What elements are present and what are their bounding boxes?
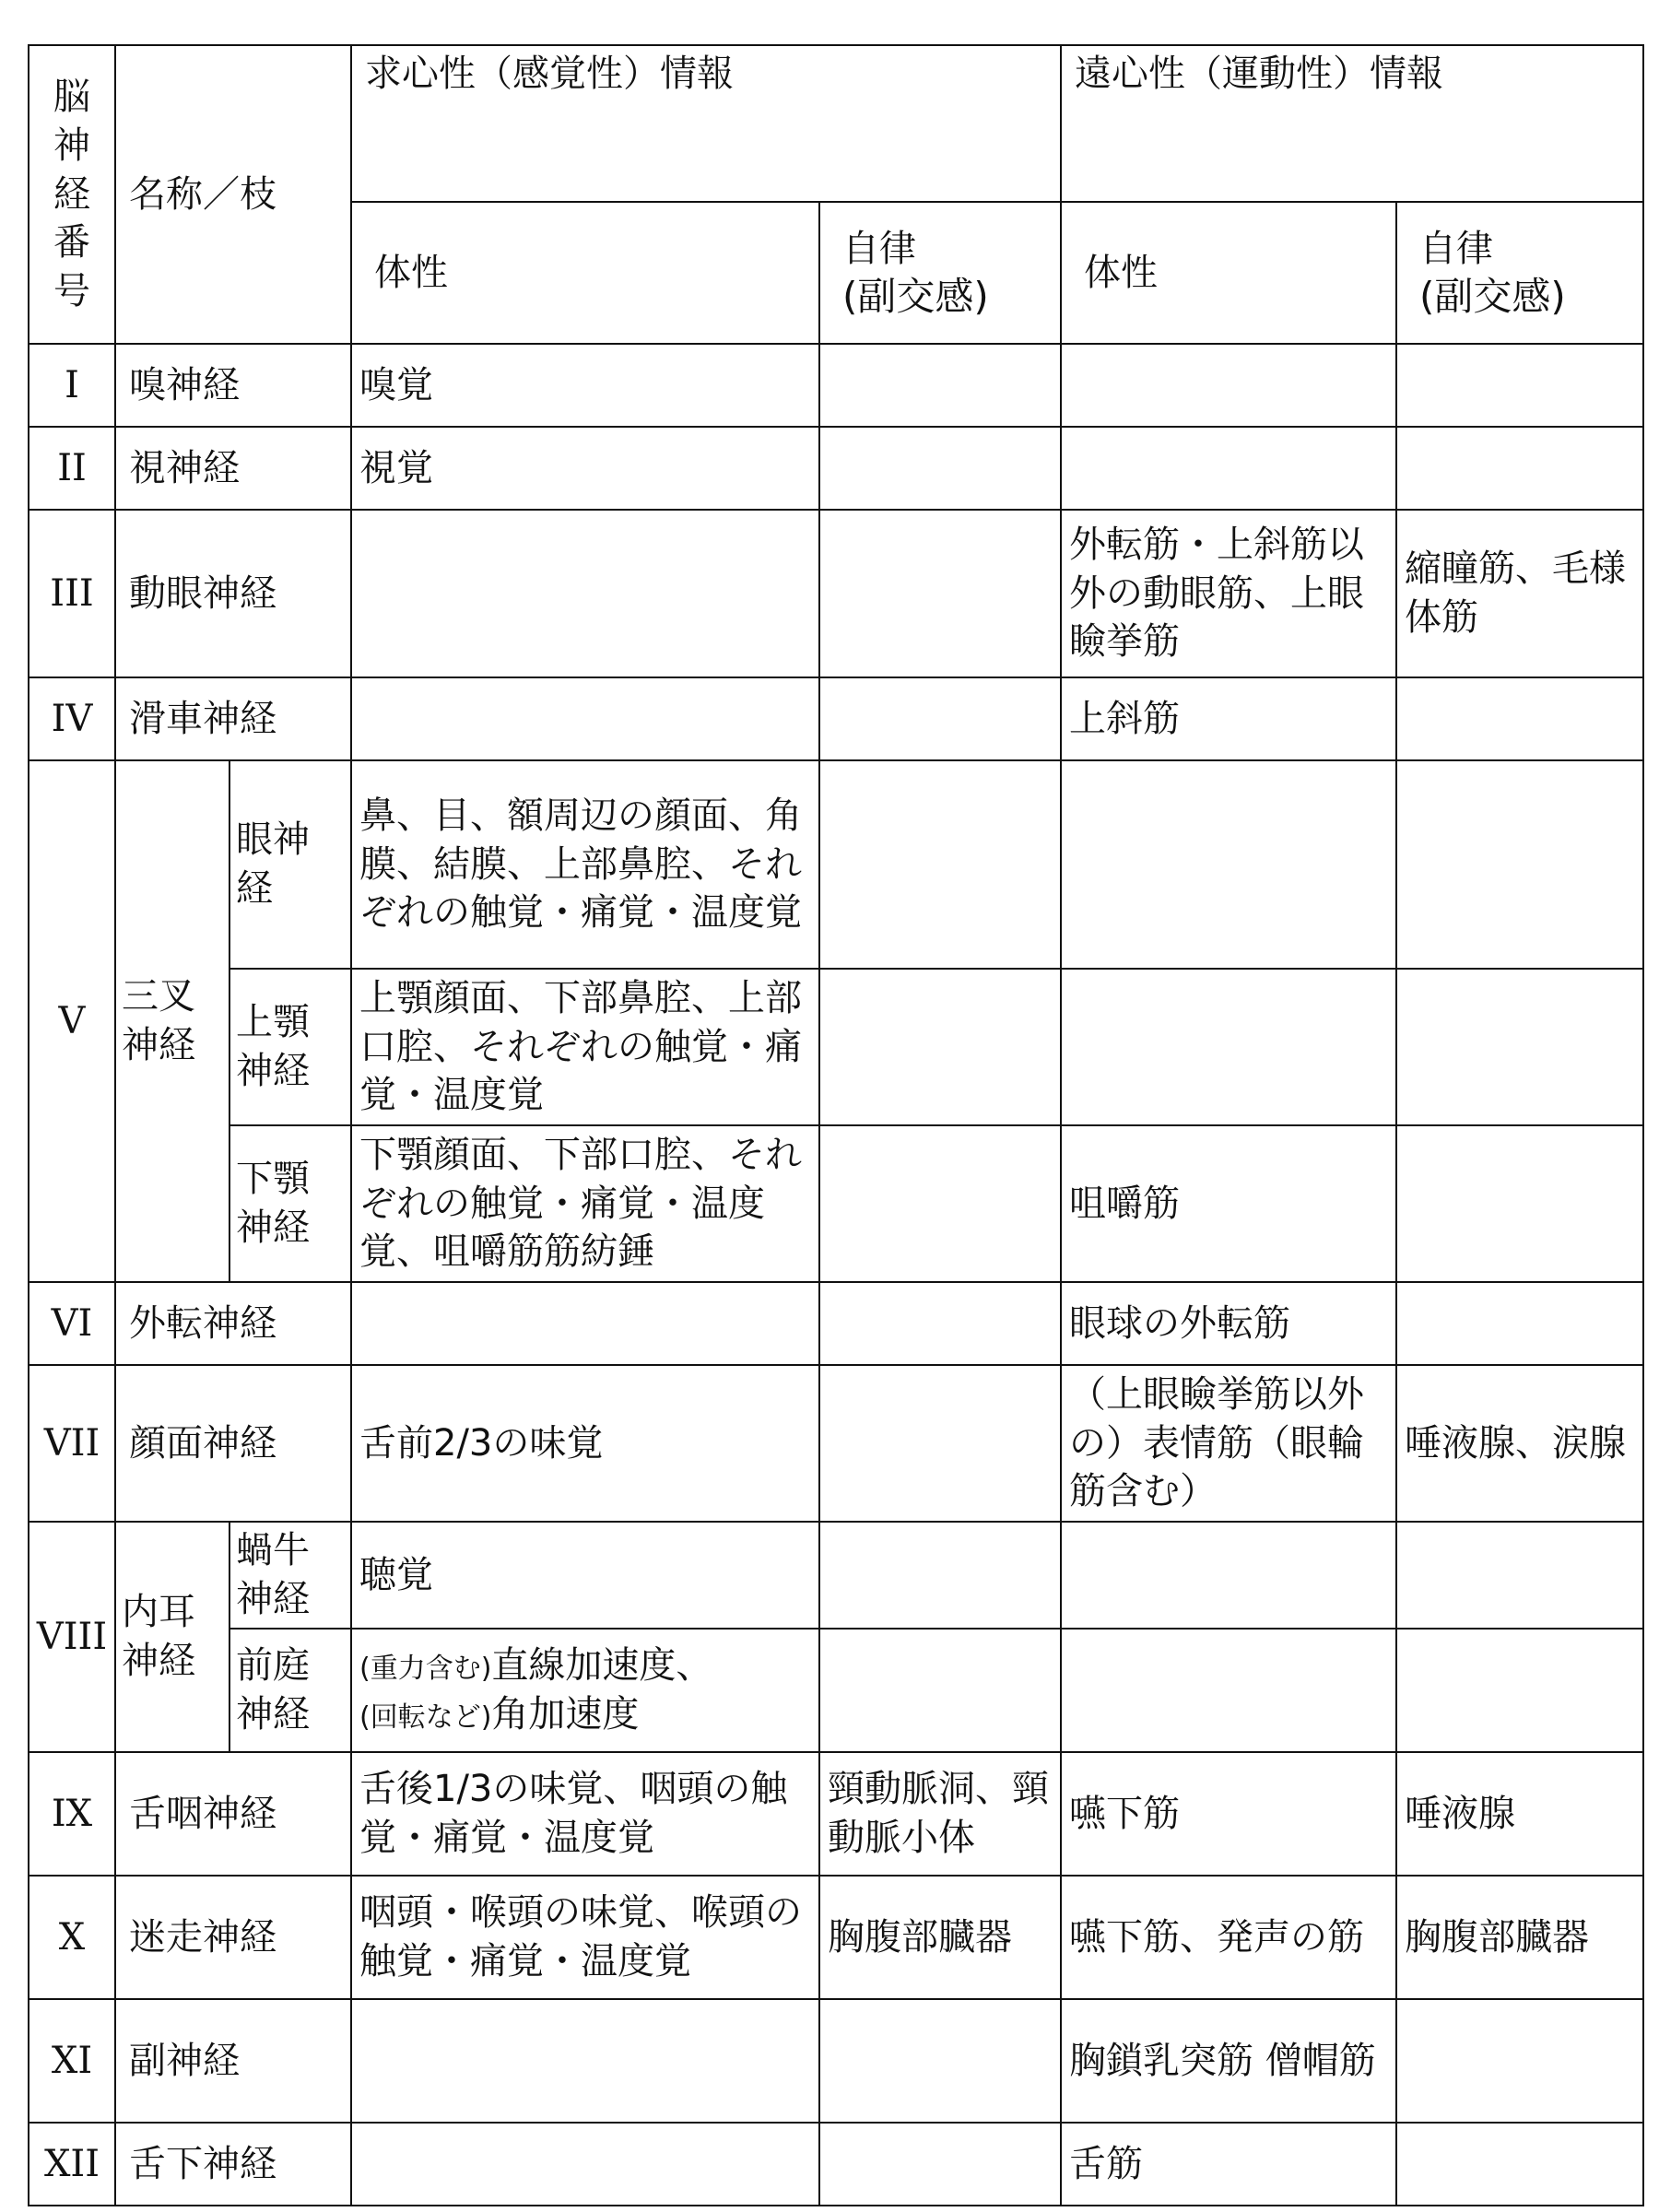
afferent-autonomic-cell: [819, 510, 1061, 677]
rotation-note: (回転など): [359, 1701, 492, 1734]
nerve-row-2: [29, 427, 1643, 510]
nerve-row-9: [29, 1752, 1643, 1876]
nerve-number: VII: [29, 1365, 115, 1522]
nerve-name: 顔面神経: [115, 1365, 351, 1522]
efferent-somatic-cell: 眼球の外転筋: [1061, 1282, 1396, 1365]
header-efferent-autonomic: [1396, 202, 1643, 344]
afferent-autonomic-cell: [819, 1999, 1061, 2123]
afferent-autonomic-cell: [819, 760, 1061, 969]
nerve-row-5-branch-1: [29, 760, 1643, 969]
afferent-autonomic-cell: [819, 1522, 1061, 1629]
header-efferent: 遠心性（運動性）情報: [1061, 45, 1643, 202]
header-efferent-autonomic-label: 自律: [1419, 228, 1493, 271]
header-afferent-autonomic-label: 自律: [842, 228, 916, 271]
efferent-autonomic-cell: [1396, 1522, 1643, 1629]
branch-name: 上顎神経: [229, 969, 351, 1125]
afferent-autonomic-cell: [819, 344, 1061, 427]
header-efferent-parasympathetic: (副交感): [1419, 274, 1566, 320]
efferent-somatic-cell: [1061, 760, 1396, 969]
efferent-autonomic-cell: [1396, 1999, 1643, 2123]
nerve-number: II: [29, 427, 115, 510]
afferent-somatic-cell: 上顎顔面、下部鼻腔、上部口腔、それぞれの触覚・痛覚・温度覚: [351, 969, 819, 1125]
efferent-autonomic-cell: [1396, 969, 1643, 1125]
nerve-number: I: [29, 344, 115, 427]
afferent-somatic-cell: 嗅覚: [351, 344, 819, 427]
efferent-somatic-cell: [1061, 344, 1396, 427]
efferent-somatic-cell: 胸鎖乳突筋 僧帽筋: [1061, 1999, 1396, 2123]
efferent-autonomic-cell: [1396, 344, 1643, 427]
nerve-name: 舌下神経: [115, 2123, 351, 2206]
afferent-somatic-cell: [351, 1629, 819, 1752]
nerve-name: 内耳神経: [115, 1522, 229, 1752]
branch-name: 眼神経: [229, 760, 351, 969]
afferent-somatic-cell: [351, 510, 819, 677]
efferent-autonomic-cell: 縮瞳筋、毛様体筋: [1396, 510, 1643, 677]
cranial-nerve-table: [28, 44, 1644, 2206]
afferent-somatic-cell: 下顎顔面、下部口腔、それぞれの触覚・痛覚・温度覚、咀嚼筋筋紡錘: [351, 1125, 819, 1282]
efferent-somatic-cell: （上眼瞼挙筋以外の）表情筋（眼輪筋含む）: [1061, 1365, 1396, 1522]
afferent-somatic-cell: 咽頭・喉頭の味覚、喉頭の触覚・痛覚・温度覚: [351, 1876, 819, 1999]
afferent-autonomic-cell: [819, 2123, 1061, 2206]
afferent-autonomic-cell: [819, 969, 1061, 1125]
afferent-somatic-cell: [351, 2123, 819, 2206]
nerve-row-5-branch-3: [29, 1125, 1643, 1282]
afferent-autonomic-cell: [819, 427, 1061, 510]
nerve-number: XI: [29, 1999, 115, 2123]
efferent-somatic-cell: [1061, 427, 1396, 510]
header-efferent-somatic: 体性: [1061, 202, 1396, 344]
nerve-name: 滑車神経: [115, 677, 351, 760]
afferent-autonomic-cell: [819, 1282, 1061, 1365]
efferent-autonomic-cell: [1396, 1282, 1643, 1365]
header-afferent: 求心性（感覚性）情報: [351, 45, 1061, 202]
branch-name: 下顎神経: [229, 1125, 351, 1282]
linear-acceleration: 直線加速度、: [491, 1644, 713, 1688]
efferent-autonomic-cell: [1396, 2123, 1643, 2206]
efferent-autonomic-cell: 唾液腺: [1396, 1752, 1643, 1876]
header-afferent-autonomic: [819, 202, 1061, 344]
nerve-name: 三叉神経: [115, 760, 229, 1282]
nerve-row-12: [29, 2123, 1643, 2206]
efferent-somatic-cell: 上斜筋: [1061, 677, 1396, 760]
efferent-somatic-cell: 舌筋: [1061, 2123, 1396, 2206]
afferent-somatic-cell: 舌後1/3の味覚、咽頭の触覚・痛覚・温度覚: [351, 1752, 819, 1876]
efferent-autonomic-cell: 唾液腺、涙腺: [1396, 1365, 1643, 1522]
nerve-row-1: [29, 344, 1643, 427]
branch-name: 前庭神経: [229, 1629, 351, 1752]
header-nerve-number: 脳神経番号: [29, 45, 115, 344]
nerve-row-5-branch-2: [29, 969, 1643, 1125]
efferent-somatic-cell: 外転筋・上斜筋以外の動眼筋、上眼瞼挙筋: [1061, 510, 1396, 677]
nerve-row-3: [29, 510, 1643, 677]
efferent-autonomic-cell: [1396, 1629, 1643, 1752]
efferent-somatic-cell: 嚥下筋、発声の筋: [1061, 1876, 1396, 1999]
nerve-number: VIII: [29, 1522, 115, 1752]
efferent-autonomic-cell: [1396, 760, 1643, 969]
nerve-name: 迷走神経: [115, 1876, 351, 1999]
nerve-number: V: [29, 760, 115, 1282]
efferent-autonomic-cell: 胸腹部臓器: [1396, 1876, 1643, 1999]
afferent-autonomic-cell: [819, 1629, 1061, 1752]
nerve-name: 動眼神経: [115, 510, 351, 677]
nerve-row-6: [29, 1282, 1643, 1365]
afferent-autonomic-cell: [819, 1365, 1061, 1522]
nerve-row-10: [29, 1876, 1643, 1999]
afferent-somatic-cell: [351, 1282, 819, 1365]
efferent-somatic-cell: [1061, 1522, 1396, 1629]
afferent-somatic-cell: 視覚: [351, 427, 819, 510]
afferent-autonomic-cell: 頸動脈洞、頸動脈小体: [819, 1752, 1061, 1876]
angular-acceleration: 角加速度: [491, 1693, 640, 1735]
nerve-name: 嗅神経: [115, 344, 351, 427]
nerve-name: 視神経: [115, 427, 351, 510]
efferent-somatic-cell: [1061, 969, 1396, 1125]
nerve-row-8-branch-2: [29, 1629, 1643, 1752]
nerve-row-4: [29, 677, 1643, 760]
header-afferent-parasympathetic: (副交感): [842, 274, 989, 320]
nerve-number: VI: [29, 1282, 115, 1365]
nerve-number: III: [29, 510, 115, 677]
header-row-top: [29, 45, 1643, 202]
afferent-somatic-cell: 舌前2/3の味覚: [351, 1365, 819, 1522]
nerve-row-11: [29, 1999, 1643, 2123]
nerve-name: 舌咽神経: [115, 1752, 351, 1876]
efferent-autonomic-cell: [1396, 1125, 1643, 1282]
header-name-branch: 名称／枝: [115, 45, 351, 344]
efferent-somatic-cell: [1061, 1629, 1396, 1752]
nerve-number: IX: [29, 1752, 115, 1876]
afferent-somatic-cell: 聴覚: [351, 1522, 819, 1629]
afferent-autonomic-cell: [819, 1125, 1061, 1282]
nerve-name: 外転神経: [115, 1282, 351, 1365]
header-afferent-somatic: 体性: [351, 202, 819, 344]
afferent-somatic-cell: [351, 677, 819, 760]
afferent-somatic-cell: 鼻、目、額周辺の顔面、角膜、結膜、上部鼻腔、それぞれの触覚・痛覚・温度覚: [351, 760, 819, 969]
nerve-number: IV: [29, 677, 115, 760]
efferent-autonomic-cell: [1396, 677, 1643, 760]
nerve-row-7: [29, 1365, 1643, 1522]
nerve-row-8-branch-1: [29, 1522, 1643, 1629]
nerve-name: 副神経: [115, 1999, 351, 2123]
efferent-autonomic-cell: [1396, 427, 1643, 510]
gravity-note: (重力含む): [359, 1653, 492, 1686]
afferent-autonomic-cell: 胸腹部臓器: [819, 1876, 1061, 1999]
nerve-number: XII: [29, 2123, 115, 2206]
afferent-autonomic-cell: [819, 677, 1061, 760]
nerve-number: X: [29, 1876, 115, 1999]
efferent-somatic-cell: 嚥下筋: [1061, 1752, 1396, 1876]
afferent-somatic-cell: [351, 1999, 819, 2123]
efferent-somatic-cell: 咀嚼筋: [1061, 1125, 1396, 1282]
branch-name: 蝸牛神経: [229, 1522, 351, 1629]
